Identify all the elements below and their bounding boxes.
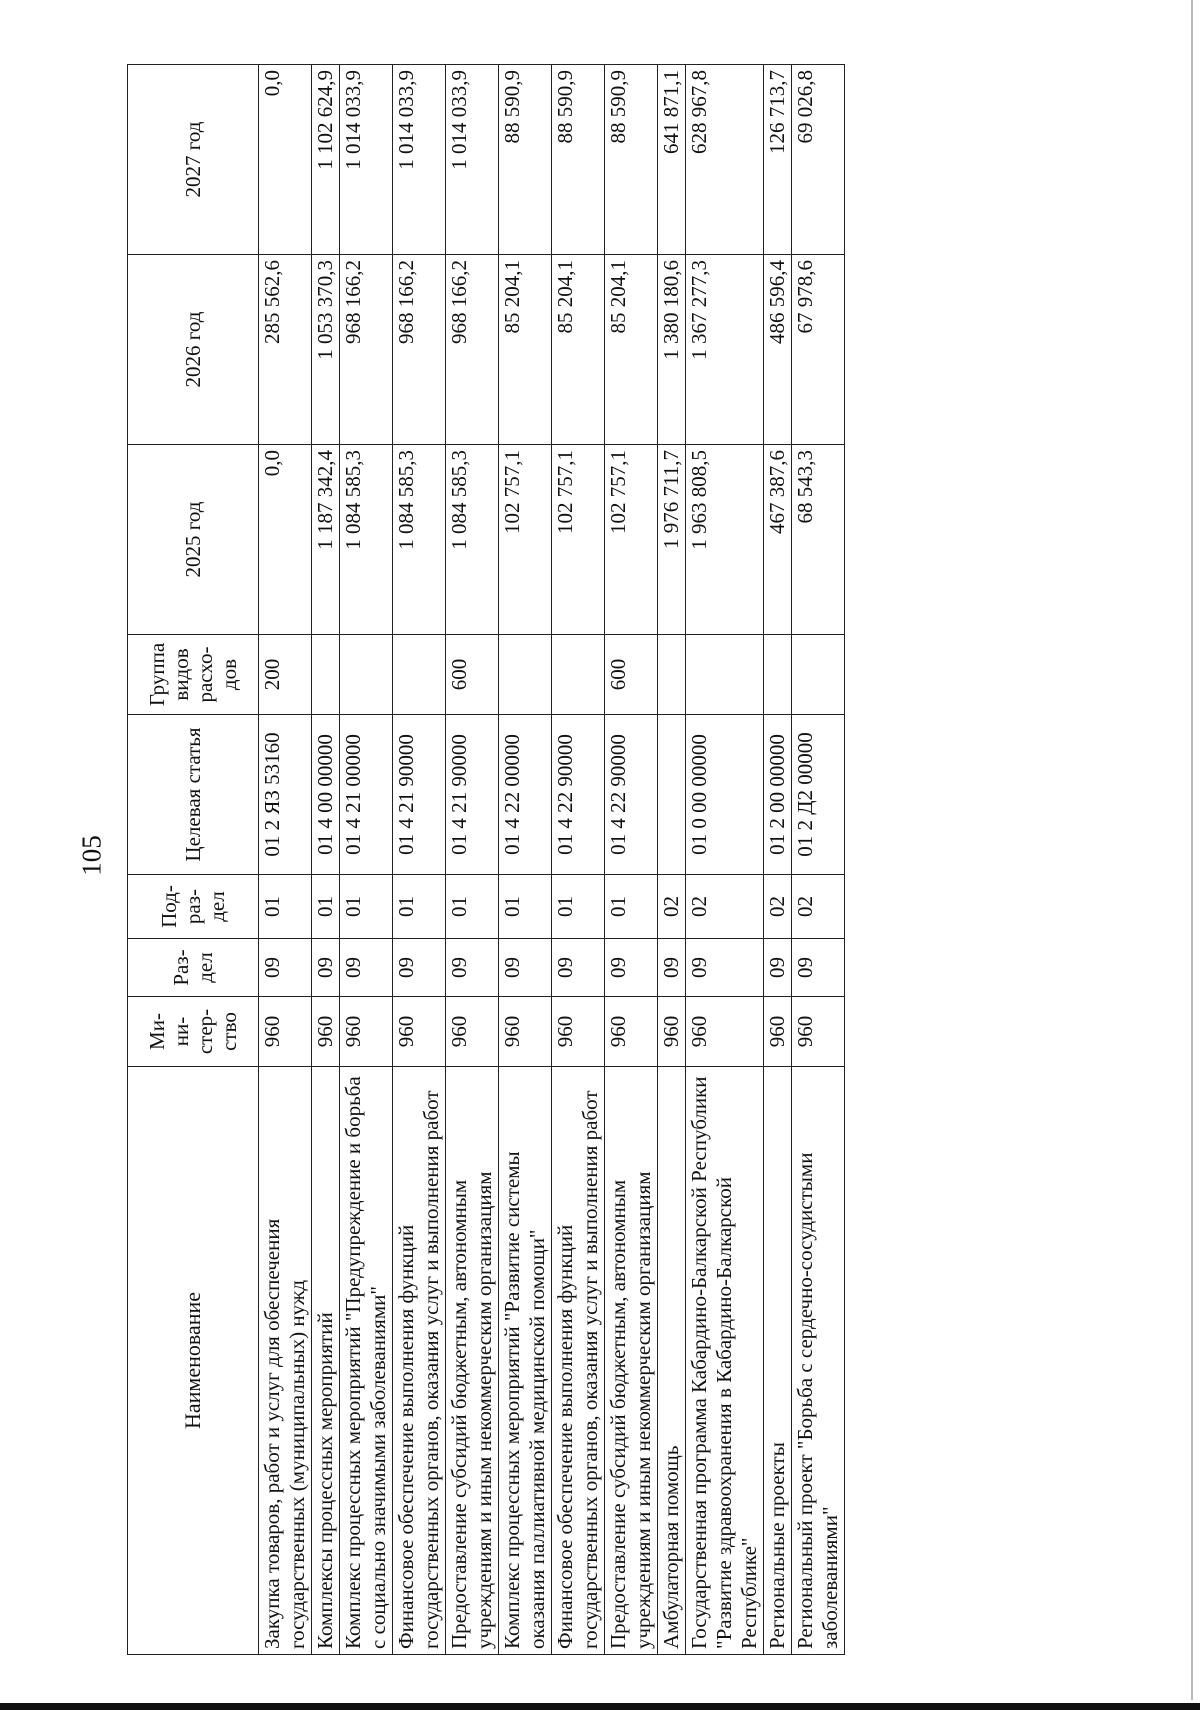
cell-name: Предоставление субсидий бюджетным, автономным учреждениям и иным некоммерческим организациям <box>446 1067 499 1655</box>
cell-section: 09 <box>764 939 792 997</box>
header-name: Наименование <box>128 1067 259 1655</box>
cell-target: 01 0 00 00000 <box>686 715 764 875</box>
cell-section: 09 <box>393 939 446 997</box>
cell-target: 01 4 21 90000 <box>393 715 446 875</box>
cell-ministry: 960 <box>764 997 792 1067</box>
cell-subsection: 02 <box>792 875 845 939</box>
cell-section: 09 <box>605 939 658 997</box>
cell-target: 01 4 22 00000 <box>499 715 552 875</box>
header-expense-group: Группа видов расхо-дов <box>128 635 259 715</box>
cell-section: 09 <box>658 939 686 997</box>
budget-table-container <box>127 65 1067 1655</box>
cell-expense-group <box>764 635 792 715</box>
cell-ministry: 960 <box>605 997 658 1067</box>
cell-2027: 88 590,9 <box>605 65 658 255</box>
cell-2026: 1 380 180,6 <box>658 255 686 445</box>
cell-target: 01 4 00 00000 <box>312 715 340 875</box>
table-row <box>393 65 446 1655</box>
cell-2027: 628 967,8 <box>686 65 764 255</box>
cell-ministry: 960 <box>259 997 312 1067</box>
cell-subsection: 01 <box>446 875 499 939</box>
scan-bottom-bar <box>0 1703 1200 1710</box>
cell-2026: 85 204,1 <box>605 255 658 445</box>
table-body <box>259 65 845 1655</box>
cell-expense-group: 600 <box>605 635 658 715</box>
cell-2025: 1 084 585,3 <box>340 445 393 635</box>
header-2027: 2027 год <box>128 65 259 255</box>
cell-subsection: 02 <box>686 875 764 939</box>
cell-target: 01 2 Д2 00000 <box>792 715 845 875</box>
header-subsection: Под-раз-дел <box>128 875 259 939</box>
table-row <box>552 65 605 1655</box>
cell-target: 01 2 00 00000 <box>764 715 792 875</box>
scan-edge-line <box>1191 0 1193 1700</box>
header-2026: 2026 год <box>128 255 259 445</box>
cell-2025: 1 187 342,4 <box>312 445 340 635</box>
cell-name: Комплекс процессных мероприятий "Развитие системы оказания паллиативной медицинской помощи" <box>499 1067 552 1655</box>
header-2025: 2025 год <box>128 445 259 635</box>
cell-name: Комплексы процессных мероприятий <box>312 1067 340 1655</box>
cell-2027: 1 014 033,9 <box>393 65 446 255</box>
cell-2025: 1 976 711,7 <box>658 445 686 635</box>
cell-2027: 1 014 033,9 <box>340 65 393 255</box>
header-row <box>128 65 259 1655</box>
table-row <box>792 65 845 1655</box>
cell-subsection: 01 <box>393 875 446 939</box>
cell-ministry: 960 <box>499 997 552 1067</box>
cell-expense-group <box>393 635 446 715</box>
cell-name: Закупка товаров, работ и услуг для обеспечения государственных (муниципальных) нужд <box>259 1067 312 1655</box>
cell-expense-group <box>340 635 393 715</box>
cell-section: 09 <box>312 939 340 997</box>
table-row <box>764 65 792 1655</box>
cell-2026: 968 166,2 <box>340 255 393 445</box>
cell-subsection: 01 <box>552 875 605 939</box>
cell-2026: 67 978,6 <box>792 255 845 445</box>
cell-2026: 1 053 370,3 <box>312 255 340 445</box>
table-header <box>128 65 259 1655</box>
cell-2027: 1 014 033,9 <box>446 65 499 255</box>
cell-section: 09 <box>686 939 764 997</box>
header-target: Целевая статья <box>128 715 259 875</box>
cell-2025: 102 757,1 <box>605 445 658 635</box>
cell-target: 01 4 22 90000 <box>605 715 658 875</box>
cell-ministry: 960 <box>393 997 446 1067</box>
cell-target: 01 2 ЯЗ 53160 <box>259 715 312 875</box>
table-row <box>499 65 552 1655</box>
cell-expense-group <box>686 635 764 715</box>
cell-section: 09 <box>340 939 393 997</box>
cell-expense-group: 200 <box>259 635 312 715</box>
cell-expense-group <box>499 635 552 715</box>
cell-ministry: 960 <box>792 997 845 1067</box>
cell-name: Амбулаторная помощь <box>658 1067 686 1655</box>
cell-subsection: 01 <box>499 875 552 939</box>
cell-name: Региональный проект "Борьба с сердечно-сосудистыми заболеваниями" <box>792 1067 845 1655</box>
cell-section: 09 <box>259 939 312 997</box>
cell-2026: 968 166,2 <box>393 255 446 445</box>
cell-subsection: 02 <box>764 875 792 939</box>
cell-name: Региональные проекты <box>764 1067 792 1655</box>
cell-2027: 126 713,7 <box>764 65 792 255</box>
cell-expense-group <box>552 635 605 715</box>
cell-2025: 1 084 585,3 <box>393 445 446 635</box>
table-row <box>312 65 340 1655</box>
cell-name: Финансовое обеспечение выполнения функций государственных органов, оказания услуг и выполнения работ <box>552 1067 605 1655</box>
cell-2026: 85 204,1 <box>499 255 552 445</box>
cell-target: 01 4 21 00000 <box>340 715 393 875</box>
cell-subsection: 01 <box>259 875 312 939</box>
cell-section: 09 <box>446 939 499 997</box>
header-section: Раз-дел <box>128 939 259 997</box>
cell-2026: 1 367 277,3 <box>686 255 764 445</box>
cell-target <box>658 715 686 875</box>
cell-2025: 102 757,1 <box>552 445 605 635</box>
cell-ministry: 960 <box>312 997 340 1067</box>
cell-2026: 285 562,6 <box>259 255 312 445</box>
cell-2025: 68 543,3 <box>792 445 845 635</box>
cell-target: 01 4 21 90000 <box>446 715 499 875</box>
cell-ministry: 960 <box>552 997 605 1067</box>
cell-section: 09 <box>552 939 605 997</box>
cell-ministry: 960 <box>686 997 764 1067</box>
cell-2025: 1 963 808,5 <box>686 445 764 635</box>
cell-2027: 1 102 624,9 <box>312 65 340 255</box>
cell-target: 01 4 22 90000 <box>552 715 605 875</box>
cell-2025: 0,0 <box>259 445 312 635</box>
cell-2025: 102 757,1 <box>499 445 552 635</box>
cell-2027: 69 026,8 <box>792 65 845 255</box>
cell-2026: 486 596,4 <box>764 255 792 445</box>
table-row <box>605 65 658 1655</box>
table-row <box>446 65 499 1655</box>
cell-ministry: 960 <box>446 997 499 1067</box>
table-row <box>686 65 764 1655</box>
cell-2027: 0,0 <box>259 65 312 255</box>
budget-table <box>127 64 845 1655</box>
cell-name: Государственная программа Кабардино-Балкарской Республики "Развитие здравоохранения в Кабардино-Балкарской Республике" <box>686 1067 764 1655</box>
cell-expense-group <box>312 635 340 715</box>
cell-expense-group <box>792 635 845 715</box>
cell-name: Предоставление субсидий бюджетным, автономным учреждениям и иным некоммерческим организациям <box>605 1067 658 1655</box>
cell-section: 09 <box>792 939 845 997</box>
cell-subsection: 01 <box>340 875 393 939</box>
cell-expense-group: 600 <box>446 635 499 715</box>
cell-expense-group <box>658 635 686 715</box>
cell-2026: 85 204,1 <box>552 255 605 445</box>
cell-ministry: 960 <box>658 997 686 1067</box>
table-row <box>658 65 686 1655</box>
cell-section: 09 <box>499 939 552 997</box>
cell-2026: 968 166,2 <box>446 255 499 445</box>
table-row <box>340 65 393 1655</box>
table-row <box>259 65 312 1655</box>
cell-2025: 1 084 585,3 <box>446 445 499 635</box>
cell-ministry: 960 <box>340 997 393 1067</box>
cell-2027: 88 590,9 <box>552 65 605 255</box>
cell-subsection: 01 <box>605 875 658 939</box>
cell-subsection: 01 <box>312 875 340 939</box>
cell-2025: 467 387,6 <box>764 445 792 635</box>
cell-2027: 88 590,9 <box>499 65 552 255</box>
cell-subsection: 02 <box>658 875 686 939</box>
header-ministry: Ми-ни-стер-ство <box>128 997 259 1067</box>
cell-name: Финансовое обеспечение выполнения функций государственных органов, оказания услуг и выполнения работ <box>393 1067 446 1655</box>
page-number: 105 <box>76 835 107 876</box>
cell-2027: 641 871,1 <box>658 65 686 255</box>
cell-name: Комплекс процессных мероприятий "Предупреждение и борьба с социально значимыми заболеваниями" <box>340 1067 393 1655</box>
